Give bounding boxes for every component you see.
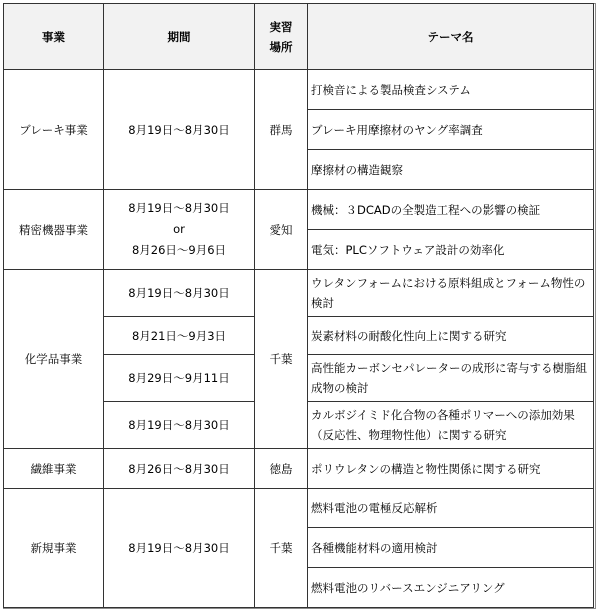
table-row <box>4 489 594 528</box>
theme-cell: ポリウレタンの構造と物性関係に関する研究 <box>308 449 594 489</box>
business-cell: 新規事業 <box>4 489 104 608</box>
theme-cell: 機械：３DCADの全製造工程への影響の検証 <box>308 190 594 230</box>
theme-cell: 炭素材料の耐酸化性向上に関する研究 <box>308 317 594 355</box>
header-row <box>4 4 594 70</box>
header-location: 実習 場所 <box>255 4 308 70</box>
location-cell: 愛知 <box>255 190 308 270</box>
period-cell: 8月29日～9月11日 <box>104 355 255 402</box>
theme-cell: ウレタンフォームにおける原料組成とフォーム物性の検討 <box>308 270 594 317</box>
business-cell: 化学品事業 <box>4 270 104 449</box>
internship-table <box>3 3 594 608</box>
business-cell: 繊維事業 <box>4 449 104 489</box>
theme-cell: 高性能カーボンセパレーターの成形に寄与する樹脂組成物の検討 <box>308 355 594 402</box>
location-cell: 徳島 <box>255 449 308 489</box>
theme-cell: ブレーキ用摩擦材のヤング率調査 <box>308 110 594 150</box>
business-cell: 精密機器事業 <box>4 190 104 270</box>
theme-cell: 打検音による製品検査システム <box>308 70 594 110</box>
header-theme: テーマ名 <box>308 4 594 70</box>
header-period: 期間 <box>104 4 255 70</box>
location-cell: 千葉 <box>255 270 308 449</box>
period-cell: 8月19日～8月30日 <box>104 270 255 317</box>
period-cell: 8月19日～8月30日 or 8月26日～9月6日 <box>104 190 255 270</box>
period-cell: 8月19日～8月30日 <box>104 70 255 190</box>
theme-cell: 電気：PLCソフトウェア設計の効率化 <box>308 230 594 270</box>
location-cell: 群馬 <box>255 70 308 190</box>
theme-cell: 摩擦材の構造観察 <box>308 150 594 190</box>
period-cell: 8月19日～8月30日 <box>104 402 255 449</box>
table-row <box>4 190 594 230</box>
theme-cell: 燃料電池の電極反応解析 <box>308 489 594 528</box>
theme-cell: 各種機能材料の適用検討 <box>308 528 594 568</box>
header-business: 事業 <box>4 4 104 70</box>
table-row <box>4 70 594 110</box>
table-row <box>4 449 594 489</box>
theme-cell: 燃料電池のリバースエンジニアリング <box>308 568 594 608</box>
business-cell: ブレーキ事業 <box>4 70 104 190</box>
period-cell: 8月21日～9月3日 <box>104 317 255 355</box>
period-cell: 8月26日～8月30日 <box>104 449 255 489</box>
theme-cell: カルボジイミド化合物の各種ポリマーへの添加効果（反応性、物理物性他）に関する研究 <box>308 402 594 449</box>
table-row <box>4 270 594 317</box>
period-cell: 8月19日～8月30日 <box>104 489 255 608</box>
location-cell: 千葉 <box>255 489 308 608</box>
